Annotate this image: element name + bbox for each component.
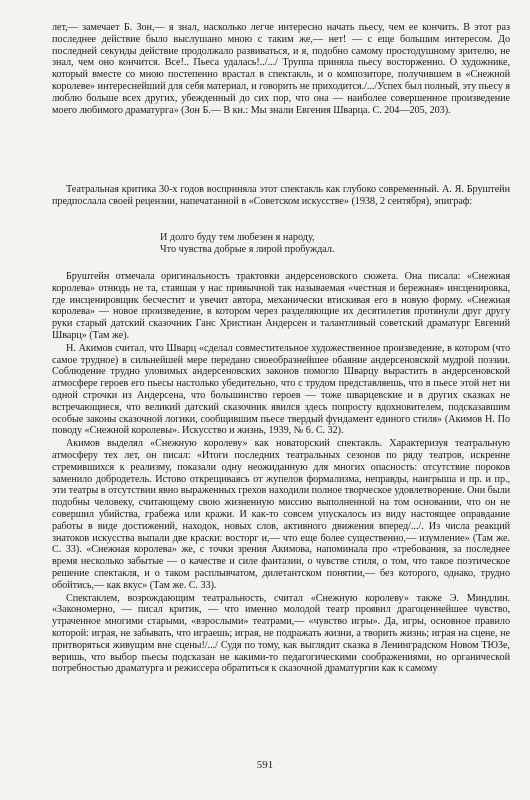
continued-quote [52, 22, 510, 116]
body-text [52, 271, 510, 675]
paragraph: Театральная критика 30-х годов восприняла этот спектакль как глубоко современный. А. Я. Бруштейн предпослала своей рецензии, напечатанной в «Советском искусстве» (1938, 2 сентября), эпиграф: [52, 184, 510, 207]
paragraph: Бруштейн отмечала оригинальность трактовки андерсеновского сюжета. Она писала: «Снежная королева» отнюдь не та, ставшая у нас привычной так называемая «честная и бережная» инсценировка, где инсценировщик бесчестит и увечит автора, механически втискивая его в новую форму. «Снежная королева» — новое произведение, в котором через разделяющие их десятилетия протянули друг другу руки старый датский сказочник Ганс Христиан Андерсен и талантливый советский драматург Евгений Шварц» (Там же). [52, 271, 510, 341]
criticism-intro [52, 184, 510, 208]
paragraph: лет,— замечает Б. Зон,— я знал, насколько легче интересно начать пьесу, чем ее кончить. В этот раз последнее действие было выслушано мною с таким же,— нет! — с еще большим интересом. До последней секунды действие продолжало развиваться, и я, подобно самому простодушному зрителю, не знал, чем оно кончится. Все!.. Пьеса удалась!../.../ Труппа приняла пьесу восторженно. О художнике, который вместе со мною постепенно врастал в спектакль, и о композиторе, получившем в «Снежной королеве» интереснейший для себя материал, и говорить не приходится./.../Успех был полный, эту пьесу я люблю больше всех других, убежденный до сих пор, что она — наиболее совершенное произведение моего любимого драматурга» (Зон Б.— В кн.: Мы знали Евгения Шварца. С. 204—205, 203). [52, 22, 510, 116]
epigraph-line: И долго буду тем любезен я народу, [160, 232, 315, 243]
epigraph-line: Что чувства добрые я лирой пробуждал. [160, 244, 335, 255]
paragraph: Спектаклем, возрождающим театральность, считал «Снежную королеву» также Э. Миндлин. «Закономерно, — писал критик, — что именно молодой театр проявил драгоценнейшее чувство, утраченное многими старыми, «взрослыми» театрами,— «чувство игры». Да, игры, основное правило которой: играя, не забывать, что играешь; играя, не подражать жизни, а творить жизнь; играя на сцене, не притворяться живущим вне сцены!/.../ Судя по тому, как выглядит сказка в Ленинградском Новом ТЮЗе, веришь, что выбор пьесы подсказан не какими-то педагогическими соображениями, но органической потребностью драматурга и режиссера обратиться к сказочной драматургии как к самому [52, 592, 510, 675]
paragraph: Акимов выделял «Снежную королеву» как новаторский спектакль. Характеризуя театральную атмосферу тех лет, он писал: «Итоги последних театральных сезонов по ряду театров, искренне стремившихся к реализму, показали одну неожиданную для многих опасность: отсутствие пороков заменило добродетель. Истово открещиваясь от жупелов формализма, неправды, наигрыша и пр. и пр., эти театры в отсутствии явно выраженных грехов находили полное творческое удовлетворение. Они были подобны человеку, считающему свою жизненную миссию выполненной на том основании, что он не совершил убийства, грабежа или кражи. И как-то совсем упускалось из виду настоящее оправдание работы в виде достижений, находок, новых слов, активного движения вперед/.../. Из числа реакций знатоков искусства выпали две краски: восторг и,— что еще более существенно,— изумление» (Там же. С. 33). «Снежная королева» же, с точки зрения Акимова, напоминала про «требования, за последнее время несколько забытые — о качестве и силе фантазии, о чувстве стиля, о том, что такое поэтическое решение спектакля, и о таком расплывчатом, дилетантском понятии,— без которого, однако, трудно обойтись,— как вкус» (Там же. С. 33). [52, 438, 510, 591]
epigraph [160, 232, 490, 256]
paragraph: Н. Акимов считал, что Шварц «сделал совместительное художественное произведение, в котором (что самое трудное) в сильнейшей мере передано своеобразнейшее обаяние андерсеновской мудрой поэзии. Соблюдение трудно уловимых андерсеновских законов помогло Шварцу вырастить в андерсеновской атмосфере героев его пьесы настолько убедительно, что с трудом представляешь, что в пьесе этой нет ни одной строчки из Андерсена, что большинство героев — тоже шварцевские и в других сказках не встречающиеся, что великий датский сказочник явился здесь попросту вдохновителем, подсказавшим особые законы сказочной логики, сообщившим пьесе твердый фундамент единого стиля» (Акимов Н. По поводу «Снежной королевы». Искусство и жизнь, 1939, № 6. С. 32). [52, 342, 510, 437]
page-number: 591 [256, 759, 274, 771]
